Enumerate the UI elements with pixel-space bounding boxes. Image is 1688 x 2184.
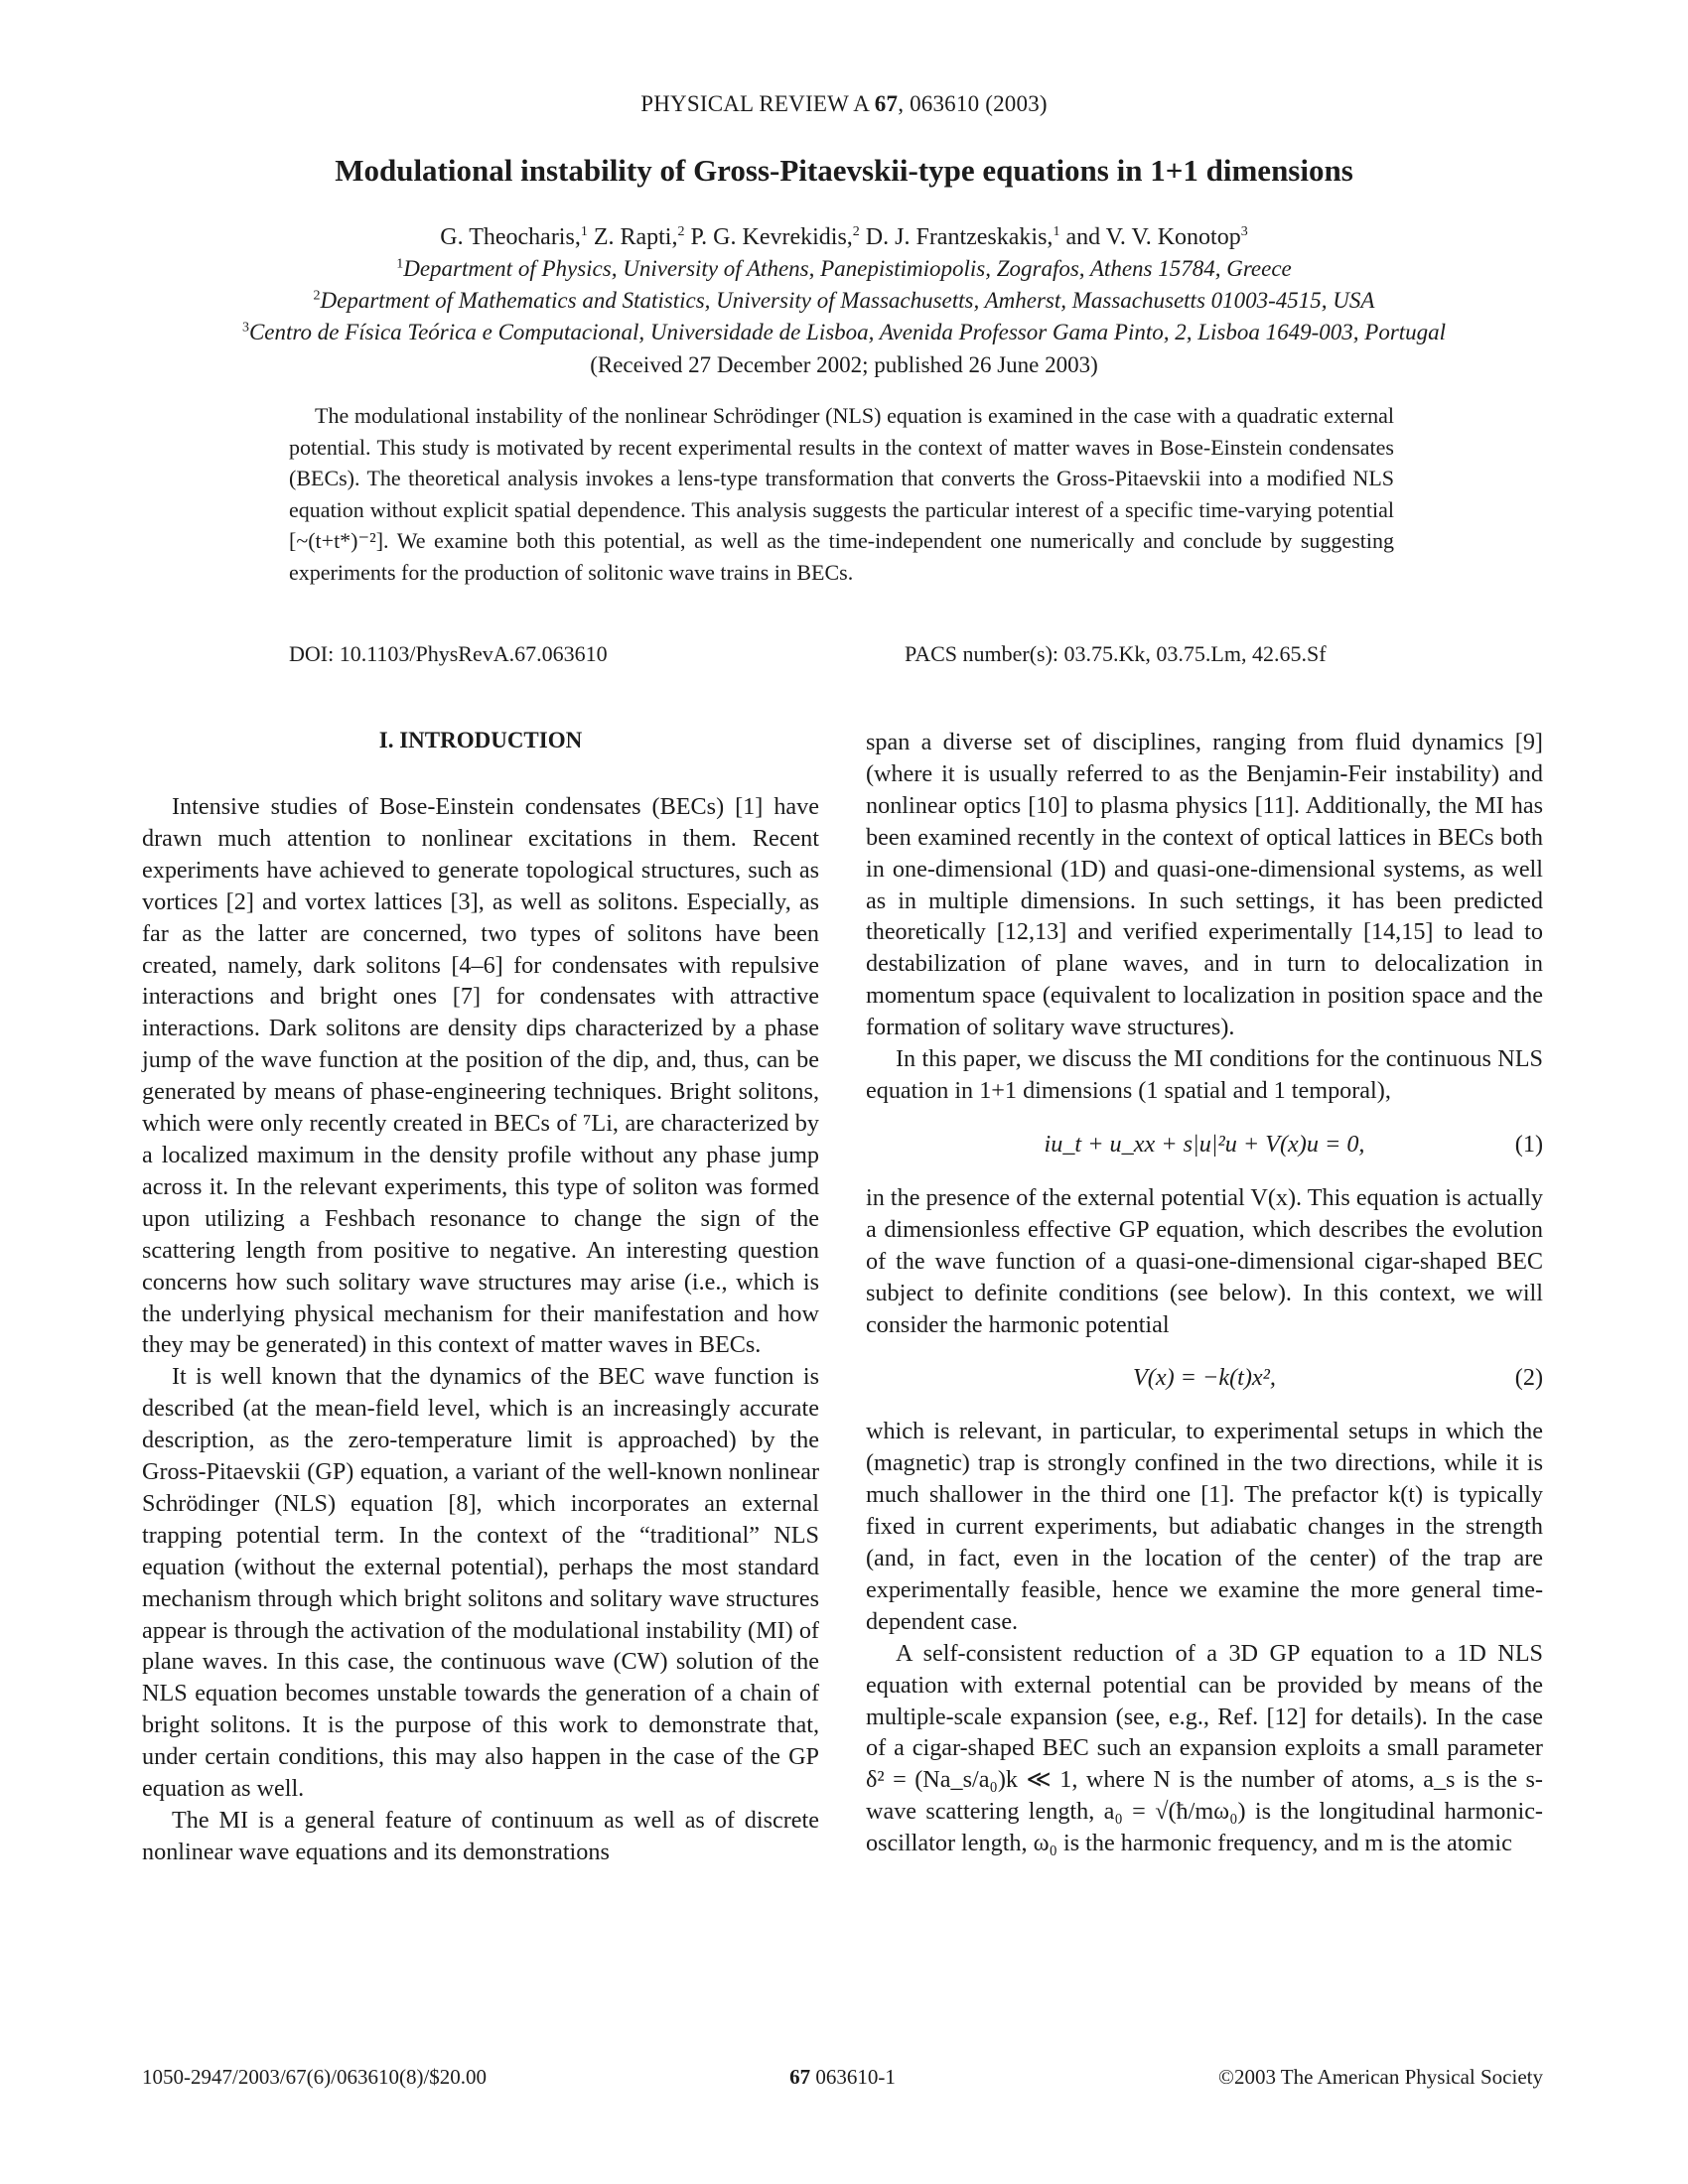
doi: DOI: 10.1103/PhysRevA.67.063610 xyxy=(289,641,608,666)
footer-volume: 67 xyxy=(789,2065,811,2089)
affiliation-number: 2 xyxy=(313,288,321,304)
left-column xyxy=(142,791,819,1868)
author: D. J. Frantzeskakis, xyxy=(859,224,1054,250)
equation-2 xyxy=(866,1362,1543,1394)
affiliation xyxy=(0,320,1688,345)
affiliation-marker: 1 xyxy=(1053,224,1060,239)
body-paragraph: A self-consistent reduction of a 3D GP equation to a 1D NLS equation with external potential can be provided by means of the multiple-scale expansion (see, e.g., Ref. [12] for details). In the case of a cigar-shaped BEC such an expansion exploits a small parameter δ² = (Na_s/a₀)k ≪ 1, where N is the number of atoms, a_s is the s-wave scattering length, a₀ = √(ħ/mω₀) is the longitudinal harmonic-oscillator length, ω₀ is the harmonic frequency, and m is the atomic xyxy=(866,1639,1543,1857)
equation-number: (2) xyxy=(1514,1364,1543,1392)
author: P. G. Kevrekidis, xyxy=(684,224,853,250)
journal-name: PHYSICAL REVIEW A xyxy=(640,91,869,116)
body-paragraph: span a diverse set of disciplines, ranging from fluid dynamics [9] (where it is usually referred to as the Benjamin-Feir instability) and nonlinear optics [10] to plasma physics [11]. Additionally, the MI has been examined recently in the context of optical lattices in BECs both in one-dimensional (1D) and quasi-one-dimensional systems, as well as in multiple dimensions. In such settings, it has been predicted theoretically [12,13] and verified experimentally [14,15] to lead to destabilization of plane waves, and in turn to delocalization in momentum space (equivalent to localization in position space and the formation of solitary wave structures). xyxy=(866,729,1543,1041)
body-paragraph: The MI is a general feature of continuum as well as of discrete nonlinear wave equations and its demonstrations xyxy=(142,1807,819,1865)
received-date: (Received 27 December 2002; published 26 June 2003) xyxy=(590,352,1098,377)
body-paragraph: which is relevant, in particular, to experimental setups in which the (magnetic) trap is strongly confined in the two directions, while it is much shallower in the third one [1]. The prefactor k(t) is typically fixed in current experiments, but adiabatic changes in the strength (and, in fact, even in the location of the center) of the trap are experimentally feasible, hence we examine the more general time-dependent case. xyxy=(866,1418,1543,1635)
right-column xyxy=(866,727,1543,1859)
journal-volume: 67 xyxy=(874,91,899,116)
article-number: , 063610 (2003) xyxy=(898,91,1048,116)
equation-number: (1) xyxy=(1514,1130,1543,1158)
affiliation-text: Department of Mathematics and Statistics, University of Massachusetts, Amherst, Massachusetts 01003-4515, USA xyxy=(320,288,1375,313)
footer-copyright: ©2003 The American Physical Society xyxy=(1217,2065,1543,2089)
affiliation-marker: 2 xyxy=(677,224,685,239)
abstract: The modulational instability of the nonlinear Schrödinger (NLS) equation is examined in the case with a quadratic external potential. This study is motivated by recent experimental results in the context of matter waves in Bose-Einstein condensates (BECs). The theoretical analysis invokes a lens-type transformation that converts the Gross-Pitaevskii into a modified NLS equation without explicit spatial dependence. This analysis suggests the particular interest of a specific time-varying potential [~(t+t*)⁻²]. We examine both this potential, as well as the time-independent one numerically and conclude by suggesting experiments for the production of solitonic wave trains in BECs. xyxy=(289,403,1394,585)
body-paragraph: Intensive studies of Bose-Einstein condensates (BECs) [1] have drawn much attention to nonlinear excitations in them. Recent experiments have achieved to generate topological structures, such as vortices [2] and vortex lattices [3], as well as solitons. Especially, as far as the latter are concerned, two types of solitons have been created, namely, dark solitons [4–6] for condensates with repulsive interactions and bright ones [7] for condensates with attractive interactions. Dark solitons are density dips characterized by a phase jump of the wave function at the position of the dip, and, thus, can be generated by means of phase-engineering techniques. Bright solitons, which were only recently created in BECs of ⁷Li, are characterized by a localized maximum in the density profile without any phase jump across it. In the relevant experiments, this type of soliton was formed upon utilizing a Feshbach resonance to change the sign of the scattering length from positive to negative. An interesting question concerns how such solitary wave structures may arise (i.e., which is the underlying physical mechanism for their manifestation and how they may be generated) in this context of matter waves in BECs. xyxy=(142,793,819,1359)
affiliation xyxy=(0,288,1688,314)
affiliation-marker: 3 xyxy=(1240,224,1248,239)
affiliation-marker: 2 xyxy=(852,224,860,239)
author: Z. Rapti, xyxy=(587,224,678,250)
journal-header xyxy=(0,91,1688,117)
affiliation xyxy=(0,256,1688,282)
affiliation-text: Centro de Física Teórica e Computacional, Universidade de Lisboa, Avenida Professor Gama Pinto, 2, Lisboa 1649-003, Portugal xyxy=(248,320,1447,344)
pacs-numbers: PACS number(s): 03.75.Kk, 03.75.Lm, 42.65.Sf xyxy=(905,641,1327,666)
equation-body: V(x) = −k(t)x², xyxy=(1133,1364,1276,1392)
affiliation-number: 3 xyxy=(241,320,249,336)
equation-1 xyxy=(866,1129,1543,1160)
affiliation-text: Department of Physics, University of Athens, Panepistimiopolis, Zografos, Athens 15784, Greece xyxy=(403,256,1292,281)
equation-body: iu_t + u_xx + s|u|²u + V(x)u = 0, xyxy=(1044,1130,1365,1158)
body-paragraph: In this paper, we discuss the MI conditions for the continuous NLS equation in 1+1 dimensions (1 spatial and 1 temporal), xyxy=(866,1045,1543,1104)
footer-code: 1050-2947/2003/67(6)/063610(8)/$20.00 xyxy=(142,2065,488,2089)
author: and V. V. Konotop xyxy=(1059,224,1241,250)
affiliation-number: 1 xyxy=(396,256,404,272)
footer-page: 063610-1 xyxy=(810,2065,896,2089)
body-paragraph: It is well known that the dynamics of the BEC wave function is described (at the mean-field level, which is an increasingly accurate description, as the zero-temperature limit is approached) by the Gross-Pitaevskii (GP) equation, a variant of the well-known nonlinear Schrödinger (NLS) equation [8], which incorporates an external trapping potential term. In the context of the “traditional” NLS equation (without the external potential), perhaps the most standard mechanism through which bright solitons and solitary wave structures appear is through the activation of the modulational instability (MI) of plane waves. In this case, the continuous wave (CW) solution of the NLS equation becomes unstable towards the generation of a chain of bright solitons. It is the purpose of this work to demonstrate that, under certain conditions, this may also happen in the case of the GP equation as well. xyxy=(142,1363,819,1803)
affiliation-marker: 1 xyxy=(580,224,588,239)
author-list xyxy=(0,224,1688,251)
body-paragraph: in the presence of the external potential V(x). This equation is actually a dimensionless effective GP equation, which describes the evolution of the wave function of a quasi-one-dimensional cigar-shaped BEC subject to definite conditions (see below). In this context, we will consider the harmonic potential xyxy=(866,1183,1543,1338)
paper-title: Modulational instability of Gross-Pitaevskii-type equations in 1+1 dimensions xyxy=(335,153,1353,188)
author: G. Theocharis, xyxy=(440,224,581,250)
section-heading: I. INTRODUCTION xyxy=(378,728,583,752)
